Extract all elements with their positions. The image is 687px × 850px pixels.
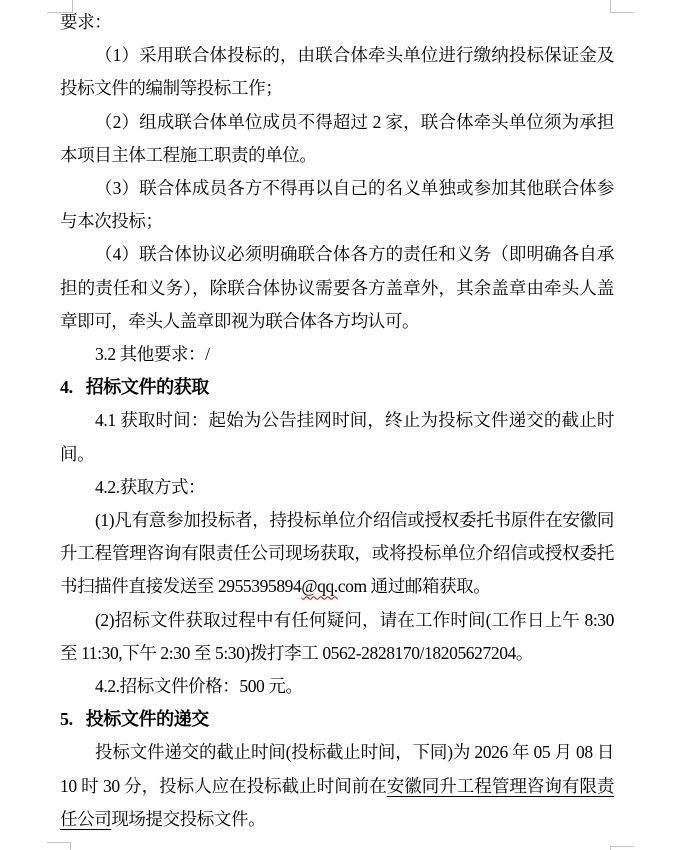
section-heading <box>60 371 614 404</box>
text-run: （2）组成联合体单位成员不得超过 2 家，联合体牵头单位须为承担本项目主体工程施工职责的单位。 <box>60 111 614 165</box>
text-run: 4.2.招标文件价格：500 元。 <box>95 676 303 697</box>
heading-title: 投标文件的递交 <box>85 709 209 730</box>
paragraph <box>60 471 614 504</box>
paragraph <box>60 6 614 39</box>
paragraph <box>60 39 614 105</box>
heading-title: 招标文件的获取 <box>85 377 209 398</box>
document-body <box>60 6 614 836</box>
heading-number: 4. <box>60 377 73 398</box>
text-run: （3）联合体成员各方不得再以自己的名义单独或参加其他联合体参与本次投标； <box>60 178 614 232</box>
section-heading <box>60 703 614 736</box>
text-run: (1)凡有意参加投标者，持投标单位介绍信或授权委托书原件在安徽同升工程管理咨询有限责任公司现场获取，或将投标单位介绍信或授权委托书扫描件直接发送至 2955395894 <box>60 510 614 597</box>
text-run: 4.1 获取时间：起始为公告挂网时间，终止为投标文件递交的截止时间。 <box>60 410 614 464</box>
text-run: 现场提交投标文件。 <box>111 808 266 829</box>
text-run: com 通过邮箱获取。 <box>337 576 491 597</box>
paragraph <box>60 404 614 470</box>
margin-crop-mark-bottom-right <box>610 846 634 850</box>
text-run: 要求： <box>60 12 112 32</box>
text-run: 4.2.获取方式： <box>95 476 206 497</box>
paragraph <box>60 238 614 338</box>
text-run: 3.2 其他要求：/ <box>95 344 210 365</box>
paragraph <box>60 604 614 670</box>
paragraph <box>60 172 614 238</box>
text-run: （4）联合体协议必须明确联合体各方的责任和义务（即明确各自承担的责任和义务），除联合体协议需要各方盖章外，其余盖章由牵头人盖章即可，牵头人盖章即视为联合体各方均认可。 <box>60 244 614 331</box>
paragraph <box>60 670 614 703</box>
margin-crop-mark-bottom-left <box>47 842 71 850</box>
text-run: (2)招标文件获取过程中有任何疑问，请在工作时间(工作日上午 8:30 至 11:30,下午 2:30 至 5:30)拨打李工 0562-2828170/18205627204。 <box>60 609 614 663</box>
paragraph <box>60 504 614 604</box>
spellcheck-flagged-text: @qq. <box>301 576 338 597</box>
heading-number: 5. <box>60 709 73 730</box>
underlined-company-name: 安徽同升工程管理咨询有限责任公司 <box>60 775 614 829</box>
paragraph <box>60 106 614 172</box>
paragraph <box>60 338 614 371</box>
text-run: （1）采用联合体投标的，由联合体牵头单位进行缴纳投标保证金及投标文件的编制等投标工作； <box>60 45 614 99</box>
paragraph <box>60 736 614 836</box>
text-run: 投标文件递交的截止时间(投标截止时间，下同)为 2026 年 05 月 08 日 10 时 30 分，投标人应在投标截止时间前在 <box>60 742 614 796</box>
